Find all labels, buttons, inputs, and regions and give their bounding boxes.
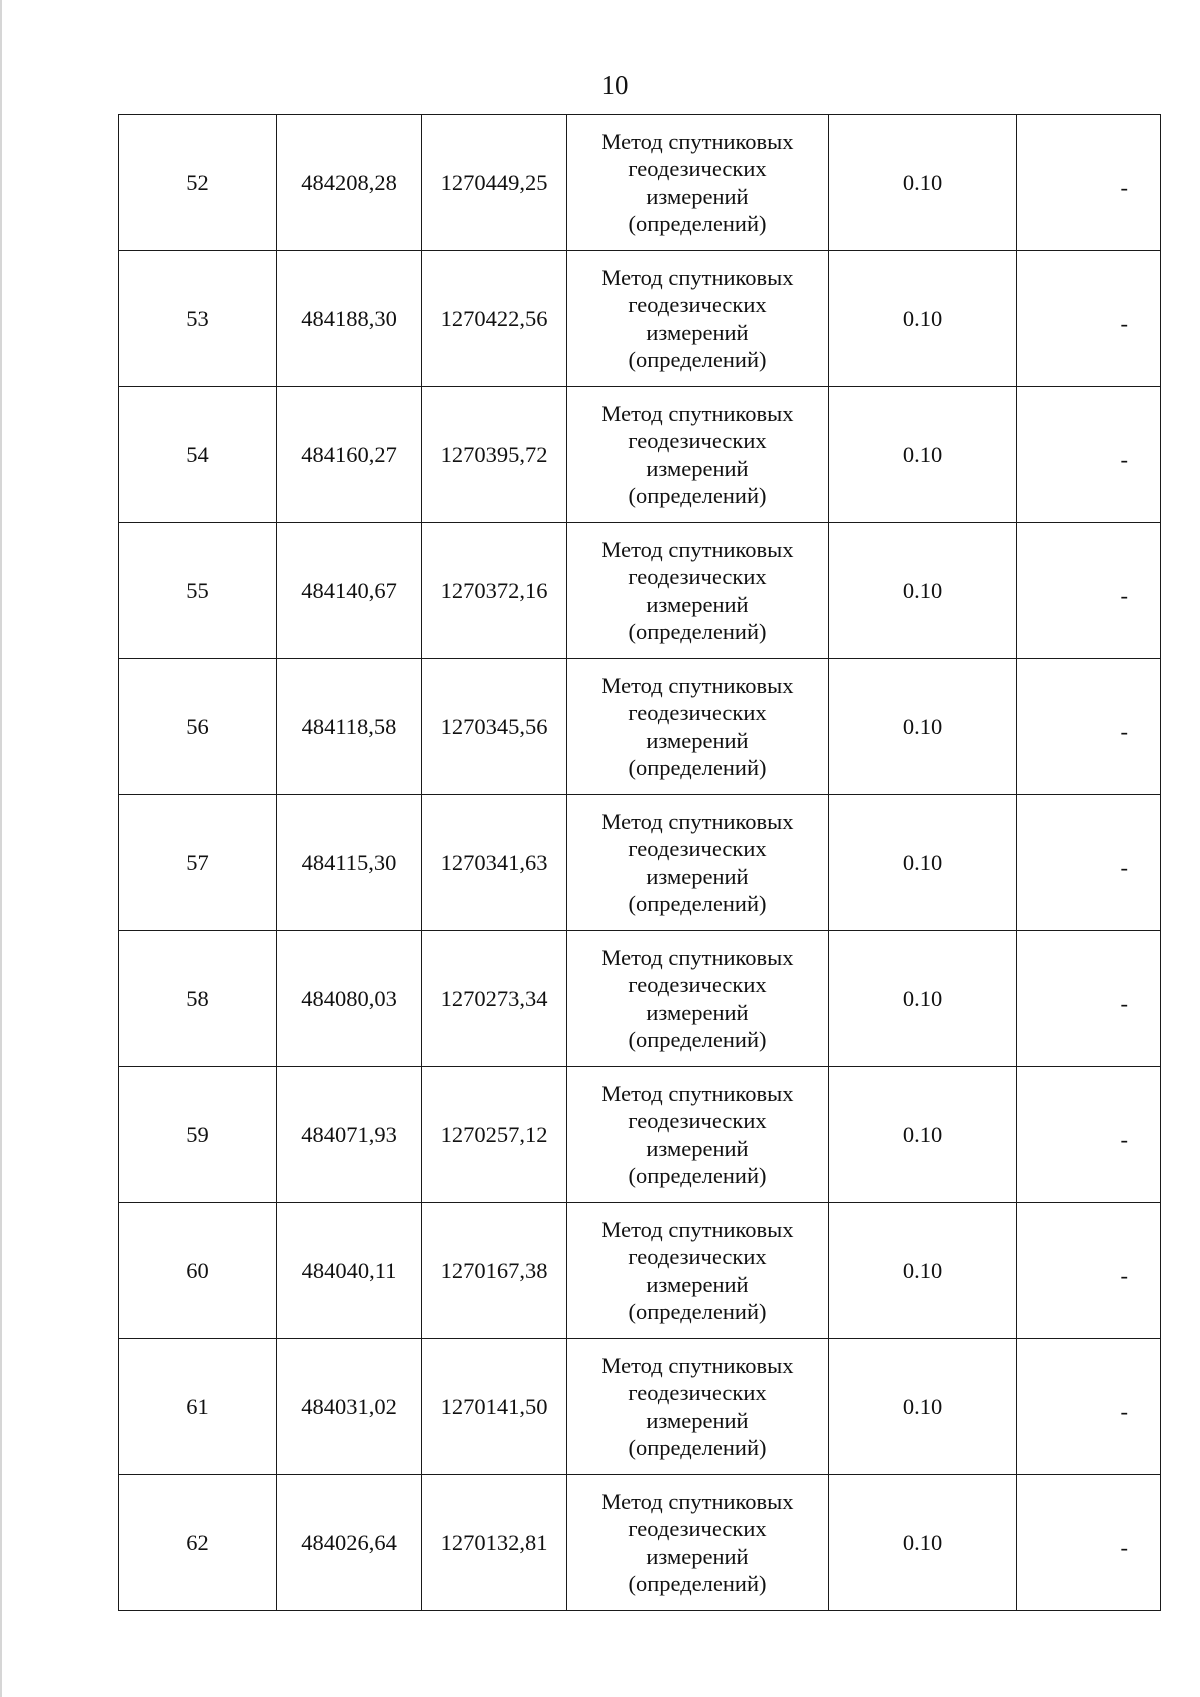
note-cell: -: [1017, 1339, 1161, 1475]
point-number-cell: 56: [119, 659, 277, 795]
note-cell: -: [1017, 931, 1161, 1067]
note-cell: -: [1017, 523, 1161, 659]
accuracy-cell: 0.10: [829, 387, 1017, 523]
x-coordinate-cell: 484071,93: [277, 1067, 422, 1203]
method-text-line: измерений: [646, 319, 749, 345]
table-row: [119, 659, 1161, 795]
method-cell: [567, 1475, 829, 1611]
method-text-line: Метод спутниковых: [601, 944, 794, 970]
x-coordinate-cell: 484080,03: [277, 931, 422, 1067]
accuracy-cell: 0.10: [829, 1203, 1017, 1339]
accuracy-cell: 0.10: [829, 1339, 1017, 1475]
method-text-line: Метод спутниковых: [601, 672, 794, 698]
method-text-line: геодезических: [628, 292, 767, 317]
method-cell: [567, 795, 829, 931]
method-text-line: (определений): [628, 1299, 767, 1324]
method-text-line: (определений): [628, 755, 767, 780]
method-text-line: геодезических: [628, 156, 767, 181]
x-coordinate-cell: 484026,64: [277, 1475, 422, 1611]
method-text-line: геодезических: [628, 1380, 767, 1405]
method-cell: [567, 659, 829, 795]
x-coordinate-cell: 484160,27: [277, 387, 422, 523]
point-number-cell: 54: [119, 387, 277, 523]
method-cell: [567, 387, 829, 523]
note-cell: -: [1017, 251, 1161, 387]
x-coordinate-cell: 484031,02: [277, 1339, 422, 1475]
method-text-line: (определений): [628, 891, 767, 916]
method-cell: [567, 931, 829, 1067]
note-cell: -: [1017, 1203, 1161, 1339]
point-number-cell: 52: [119, 115, 277, 251]
method-cell: [567, 1203, 829, 1339]
y-coordinate-cell: 1270273,34: [422, 931, 567, 1067]
point-number-cell: 58: [119, 931, 277, 1067]
method-text-line: Метод спутниковых: [601, 1352, 794, 1378]
table-row: [119, 1339, 1161, 1475]
note-cell: -: [1017, 387, 1161, 523]
note-cell: -: [1017, 795, 1161, 931]
accuracy-cell: 0.10: [829, 523, 1017, 659]
y-coordinate-cell: 1270345,56: [422, 659, 567, 795]
y-coordinate-cell: 1270372,16: [422, 523, 567, 659]
method-text-line: геодезических: [628, 1516, 767, 1541]
table-row: [119, 387, 1161, 523]
method-text-line: геодезических: [628, 1108, 767, 1133]
y-coordinate-cell: 1270422,56: [422, 251, 567, 387]
method-text-line: (определений): [628, 1435, 767, 1460]
method-text-line: (определений): [628, 1163, 767, 1188]
method-text-line: (определений): [628, 211, 767, 236]
method-text-line: (определений): [628, 1571, 767, 1596]
method-text-line: измерений: [646, 1135, 749, 1161]
scan-edge-line: [0, 0, 2, 1697]
method-text-line: Метод спутниковых: [601, 808, 794, 834]
method-text-line: геодезических: [628, 564, 767, 589]
x-coordinate-cell: 484040,11: [277, 1203, 422, 1339]
table-row: [119, 795, 1161, 931]
y-coordinate-cell: 1270132,81: [422, 1475, 567, 1611]
point-number-cell: 53: [119, 251, 277, 387]
y-coordinate-cell: 1270167,38: [422, 1203, 567, 1339]
method-cell: [567, 1339, 829, 1475]
method-cell: [567, 251, 829, 387]
note-cell: -: [1017, 115, 1161, 251]
method-text-line: геодезических: [628, 700, 767, 725]
accuracy-cell: 0.10: [829, 795, 1017, 931]
point-number-cell: 55: [119, 523, 277, 659]
accuracy-cell: 0.10: [829, 1475, 1017, 1611]
method-text-line: измерений: [646, 183, 749, 209]
point-number-cell: 57: [119, 795, 277, 931]
method-text-line: (определений): [628, 619, 767, 644]
method-text-line: геодезических: [628, 428, 767, 453]
y-coordinate-cell: 1270141,50: [422, 1339, 567, 1475]
accuracy-cell: 0.10: [829, 931, 1017, 1067]
method-text-line: Метод спутниковых: [601, 1080, 794, 1106]
method-text-line: измерений: [646, 1271, 749, 1297]
y-coordinate-cell: 1270341,63: [422, 795, 567, 931]
x-coordinate-cell: 484115,30: [277, 795, 422, 931]
method-text-line: геодезических: [628, 972, 767, 997]
method-text-line: измерений: [646, 727, 749, 753]
note-cell: -: [1017, 659, 1161, 795]
accuracy-cell: 0.10: [829, 115, 1017, 251]
coordinates-table-body: [119, 115, 1161, 1611]
table-row: [119, 1475, 1161, 1611]
method-text-line: (определений): [628, 483, 767, 508]
point-number-cell: 60: [119, 1203, 277, 1339]
method-text-line: (определений): [628, 1027, 767, 1052]
accuracy-cell: 0.10: [829, 1067, 1017, 1203]
method-text-line: Метод спутниковых: [601, 1488, 794, 1514]
method-text-line: (определений): [628, 347, 767, 372]
note-cell: -: [1017, 1067, 1161, 1203]
table-row: [119, 115, 1161, 251]
method-cell: [567, 115, 829, 251]
y-coordinate-cell: 1270395,72: [422, 387, 567, 523]
page-number: 10: [601, 70, 629, 100]
method-text-line: Метод спутниковых: [601, 400, 794, 426]
method-text-line: измерений: [646, 1543, 749, 1569]
table-row: [119, 931, 1161, 1067]
method-text-line: Метод спутниковых: [601, 1216, 794, 1242]
note-cell: -: [1017, 1475, 1161, 1611]
method-text-line: измерений: [646, 591, 749, 617]
method-text-line: измерений: [646, 1407, 749, 1433]
point-number-cell: 59: [119, 1067, 277, 1203]
y-coordinate-cell: 1270449,25: [422, 115, 567, 251]
table-row: [119, 523, 1161, 659]
method-text-line: Метод спутниковых: [601, 264, 794, 290]
coordinates-table: [118, 114, 1161, 1611]
point-number-cell: 62: [119, 1475, 277, 1611]
x-coordinate-cell: 484188,30: [277, 251, 422, 387]
method-text-line: геодезических: [628, 1244, 767, 1269]
table-row: [119, 1067, 1161, 1203]
accuracy-cell: 0.10: [829, 251, 1017, 387]
point-number-cell: 61: [119, 1339, 277, 1475]
method-text-line: измерений: [646, 999, 749, 1025]
y-coordinate-cell: 1270257,12: [422, 1067, 567, 1203]
x-coordinate-cell: 484118,58: [277, 659, 422, 795]
method-cell: [567, 523, 829, 659]
accuracy-cell: 0.10: [829, 659, 1017, 795]
method-text-line: геодезических: [628, 836, 767, 861]
method-text-line: измерений: [646, 863, 749, 889]
x-coordinate-cell: 484140,67: [277, 523, 422, 659]
method-cell: [567, 1067, 829, 1203]
table-row: [119, 1203, 1161, 1339]
method-text-line: Метод спутниковых: [601, 536, 794, 562]
table-row: [119, 251, 1161, 387]
method-text-line: измерений: [646, 455, 749, 481]
method-text-line: Метод спутниковых: [601, 128, 794, 154]
x-coordinate-cell: 484208,28: [277, 115, 422, 251]
